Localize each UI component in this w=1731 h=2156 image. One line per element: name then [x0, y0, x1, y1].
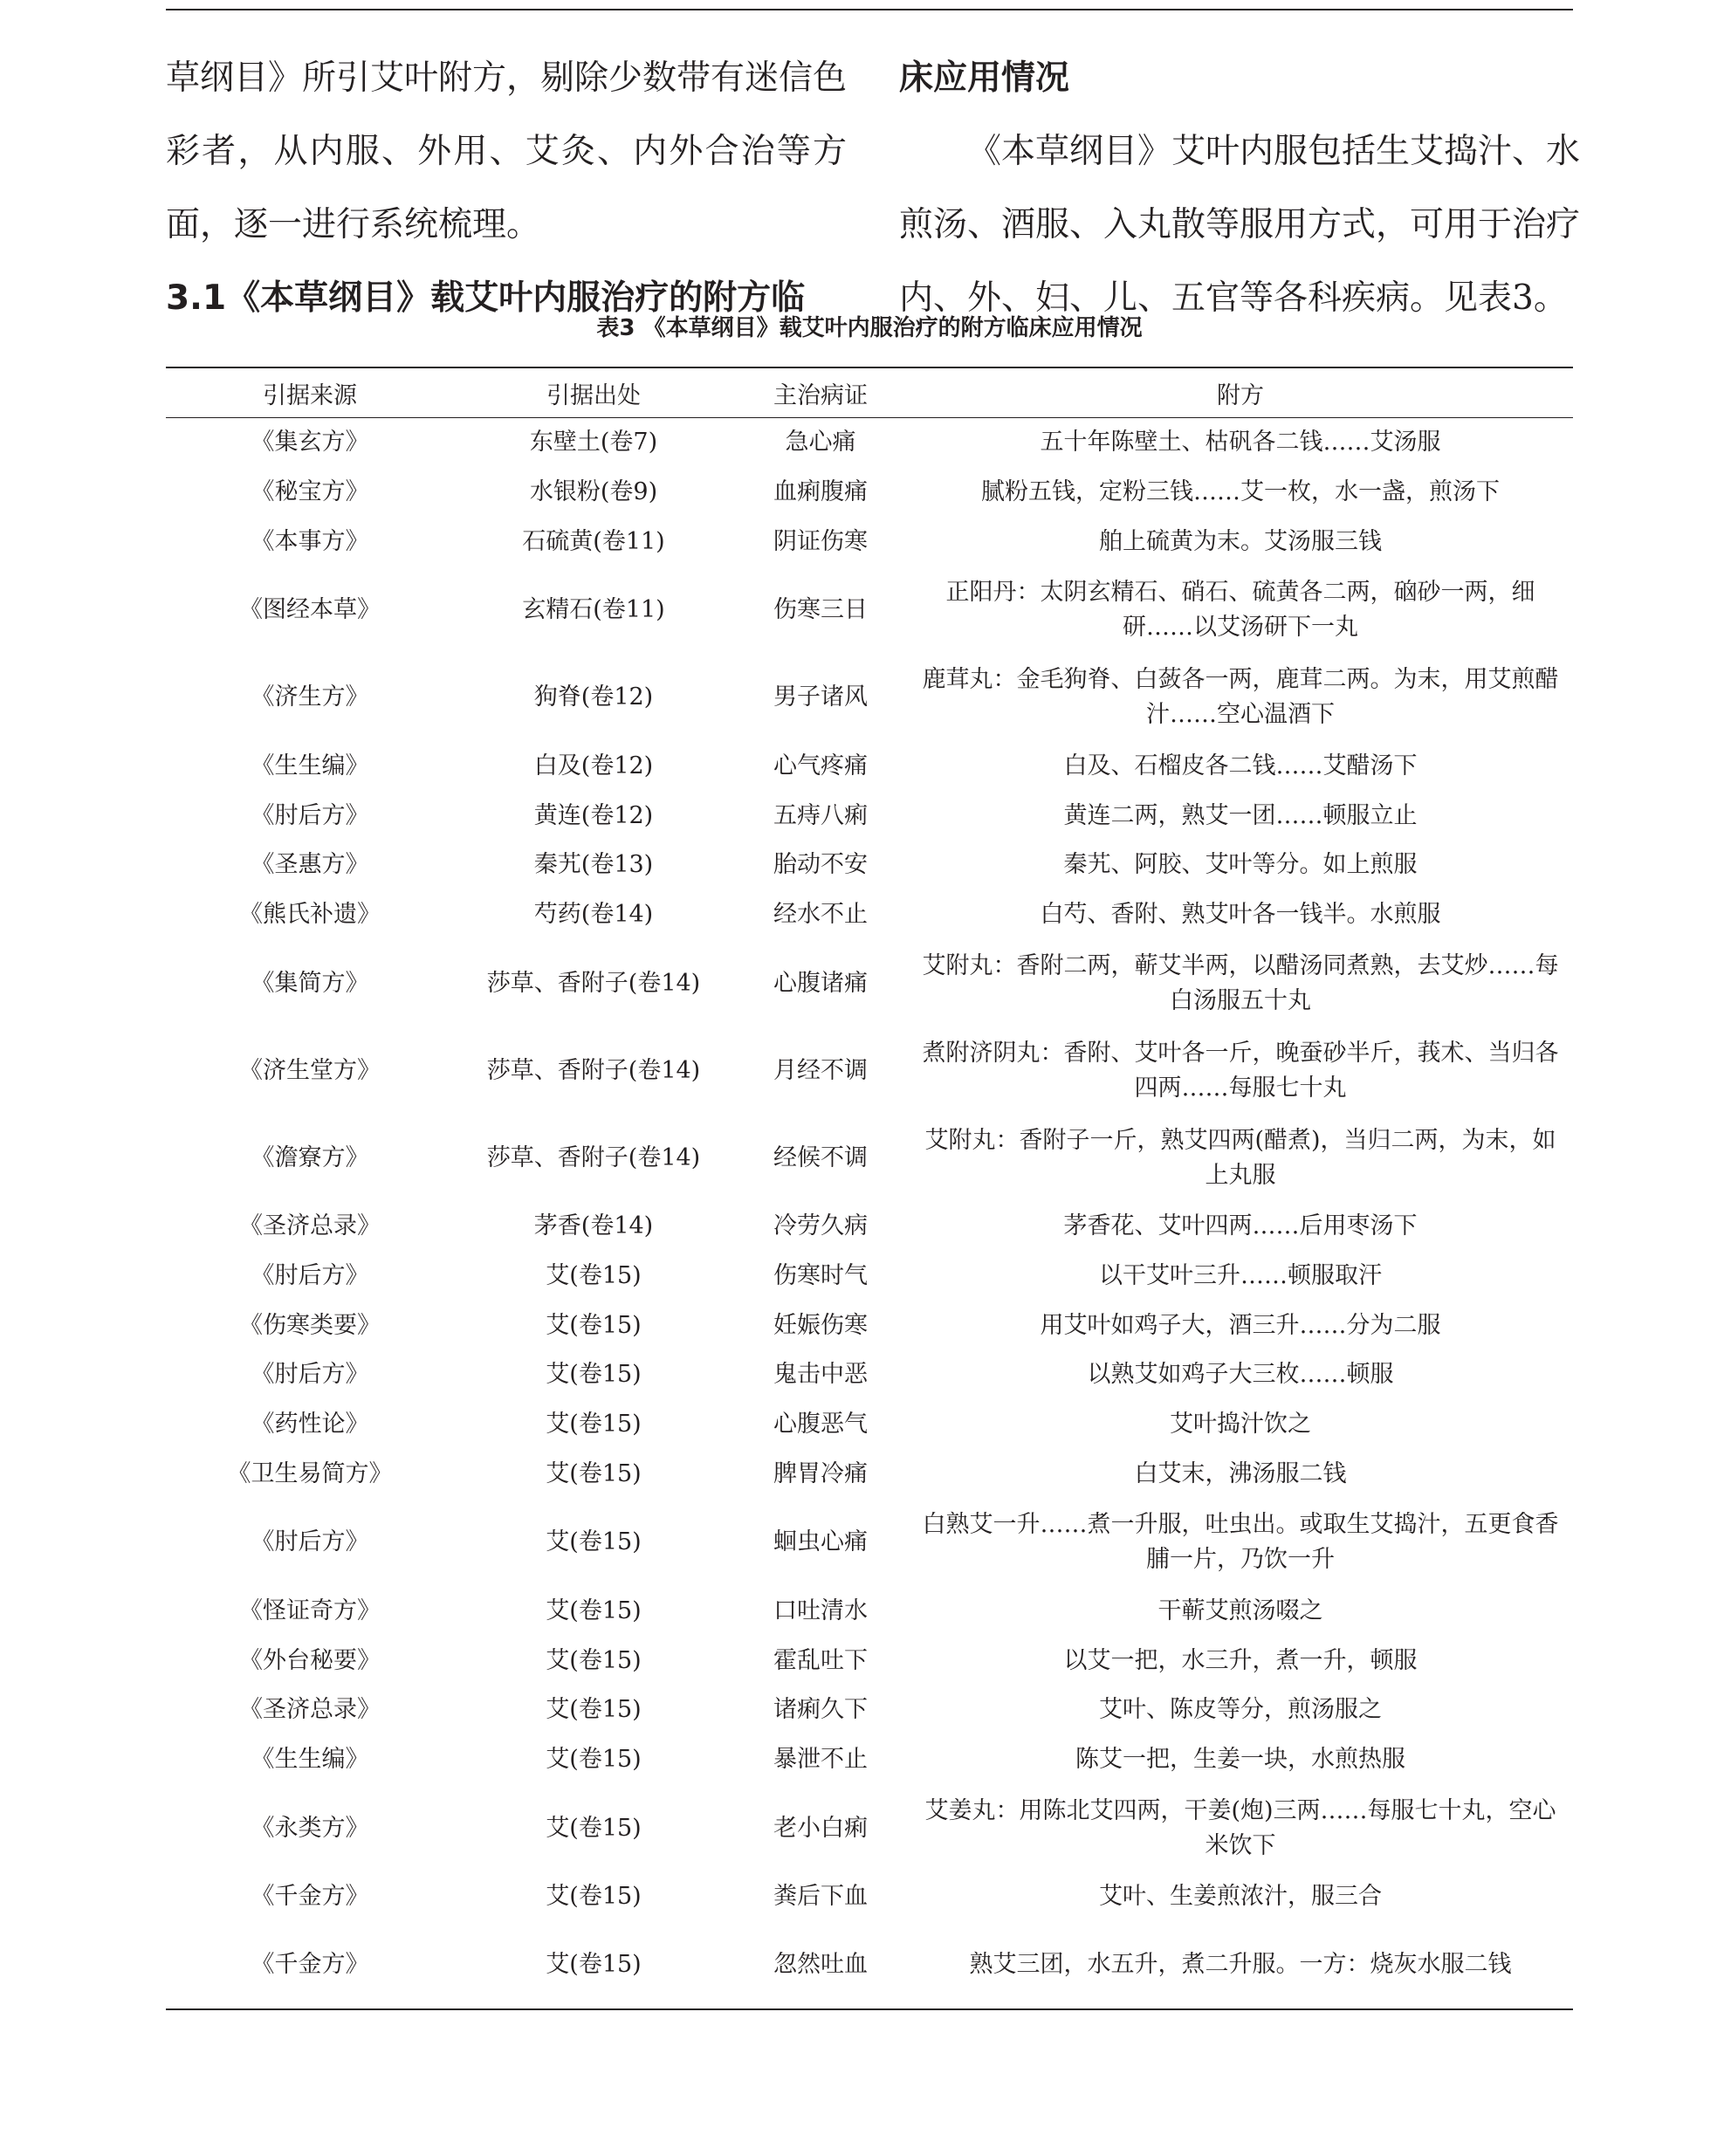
- origin-cell: 狗脊(卷12): [533, 683, 654, 711]
- origin-cell: 艾(卷15): [546, 1261, 642, 1289]
- indication-cell: 男子诸风: [773, 683, 868, 711]
- origin-cell: 东壁土(卷7): [529, 429, 658, 457]
- origin-cell: 莎草、香附子(卷14): [486, 1056, 701, 1084]
- left-paragraph: 草纲目》所引艾叶附方，剔除少数带有迷信色彩者，从内服、外用、艾灸、内外合治等方面，逐一进行系统梳理。: [166, 58, 848, 244]
- header-source: 引据来源: [166, 367, 454, 418]
- origin-cell: 艾(卷15): [454, 1921, 733, 2009]
- source-cell: 《本事方》: [251, 527, 369, 555]
- formula-cell: 干蕲艾煎汤啜之: [1157, 1596, 1323, 1624]
- origin-cell: 艾(卷15): [546, 1411, 642, 1438]
- source-cell: 《生生编》: [251, 752, 369, 779]
- source-cell: 《生生编》: [251, 1746, 369, 1774]
- formula-cell: 茅香花、艾叶四两……后用枣汤下: [1063, 1212, 1418, 1239]
- origin-cell: 茅香(卷14): [533, 1212, 654, 1239]
- origin-cell: 艾(卷15): [546, 1882, 642, 1910]
- top-rule: [166, 9, 1573, 10]
- source-cell: 《圣惠方》: [251, 851, 369, 879]
- left-column: [166, 42, 847, 335]
- source-cell: 《肘后方》: [251, 1361, 369, 1389]
- formula-cell: 正阳丹：太阴玄精石、硝石、硫黄各二两，硇砂一两，细研……以艾汤研下一丸: [945, 579, 1535, 642]
- source-cell: 《圣济总录》: [239, 1212, 381, 1239]
- formula-cell: 舶上硫黄为末。艾汤服三钱: [1099, 527, 1382, 555]
- origin-cell: 艾(卷15): [546, 1746, 642, 1774]
- formula-cell: 白熟艾一升……煮一升服，吐虫出。或取生艾捣汁，五更食香脯一片，乃饮一升: [922, 1511, 1559, 1574]
- formula-cell: 五十年陈壁土、枯矾各二钱……艾汤服: [1040, 429, 1441, 457]
- indication-cell: 霍乱吐下: [773, 1646, 868, 1674]
- table-row: [166, 1301, 1573, 1350]
- origin-cell: 石硫黄(卷11): [522, 527, 665, 555]
- source-cell: 《肘后方》: [251, 801, 369, 829]
- source-cell: 《永类方》: [251, 1814, 369, 1842]
- table-row: [166, 1785, 1573, 1872]
- table-row: [166, 1586, 1573, 1636]
- origin-cell: 艾(卷15): [546, 1696, 642, 1724]
- formula-cell: 以艾一把，水三升，煮一升，顿服: [1063, 1646, 1418, 1674]
- table-row: [166, 468, 1573, 518]
- table-caption: 表3 《本草纲目》载艾叶内服治疗的附方临床应用情况: [596, 315, 1143, 341]
- source-cell: 《伤寒类要》: [239, 1311, 381, 1339]
- indication-cell: 血痢腹痛: [773, 478, 868, 506]
- source-cell: 《济生堂方》: [239, 1056, 381, 1084]
- indication-cell: 急心痛: [785, 429, 856, 457]
- table-row: [166, 1872, 1573, 1922]
- indication-cell: 月经不调: [773, 1056, 868, 1084]
- formula-cell: 艾叶、生姜煎浓汁，服三合: [1099, 1882, 1382, 1910]
- table-row: [166, 566, 1573, 654]
- indication-cell: 鬼击中恶: [773, 1361, 868, 1389]
- source-cell: 《怪证奇方》: [239, 1596, 381, 1624]
- origin-cell: 艾(卷15): [546, 1596, 642, 1624]
- source-cell: 《图经本草》: [239, 596, 381, 624]
- origin-cell: 艾(卷15): [546, 1361, 642, 1389]
- origin-cell: 艾(卷15): [546, 1814, 642, 1842]
- right-column: [899, 42, 1580, 335]
- table-row: [166, 940, 1573, 1027]
- source-cell: 《肘后方》: [251, 1261, 369, 1289]
- source-cell: 《澹寮方》: [251, 1143, 369, 1171]
- right-paragraph: 《本草纲目》艾叶内服包括生艾捣汁、水煎汤、酒服、入丸散等服用方式，可用于治疗内、外、妇、儿、五官等各科疾病。见表3。: [899, 132, 1581, 318]
- indication-cell: 伤寒三日: [773, 596, 868, 624]
- formula-cell: 白艾末，沸汤服二钱: [1134, 1459, 1347, 1487]
- source-cell: 《集玄方》: [251, 429, 369, 457]
- indication-cell: 暴泄不止: [773, 1746, 868, 1774]
- formula-cell: 艾叶、陈皮等分，煎汤服之: [1099, 1696, 1382, 1724]
- header-formula: 附方: [908, 367, 1573, 418]
- formula-cell: 煮附济阴丸：香附、艾叶各一斤，晚蚕砂半斤，莪术、当归各四两……每服七十丸: [922, 1039, 1559, 1102]
- table-row: [166, 1735, 1573, 1785]
- origin-cell: 秦艽(卷13): [533, 851, 654, 879]
- indication-cell: 忽然吐血: [733, 1921, 908, 2009]
- formula-cell: 用艾叶如鸡子大，酒三升……分为二服: [1040, 1311, 1441, 1339]
- indication-cell: 口吐清水: [773, 1596, 868, 1624]
- indication-cell: 经候不调: [773, 1143, 868, 1171]
- indication-cell: 心腹诸痛: [773, 969, 868, 997]
- formula-cell: 以熟艾如鸡子大三枚……顿服: [1087, 1361, 1394, 1389]
- table-row: [166, 1499, 1573, 1586]
- section-heading-3-1: 3.1《本草纲目》载艾叶内服治疗的附方临: [166, 278, 806, 318]
- origin-cell: 莎草、香附子(卷14): [486, 969, 701, 997]
- formula-cell: 秦艽、阿胶、艾叶等分。如上煎服: [1063, 851, 1418, 879]
- table-row: [166, 1115, 1573, 1202]
- formula-cell: 鹿茸丸：金毛狗脊、白蔹各一两，鹿茸二两。为末，用艾煎醋汁……空心温酒下: [922, 666, 1559, 729]
- table-row: [166, 791, 1573, 841]
- formula-cell: 艾附丸：香附二两，蕲艾半两，以醋汤同煮熟，去艾炒……每白汤服五十丸: [922, 951, 1559, 1014]
- source-cell: 《集简方》: [251, 969, 369, 997]
- source-cell: 《肘后方》: [251, 1528, 369, 1556]
- indication-cell: 心腹恶气: [773, 1411, 868, 1438]
- origin-cell: 艾(卷15): [546, 1459, 642, 1487]
- origin-cell: 艾(卷15): [546, 1528, 642, 1556]
- indication-cell: 心气疼痛: [773, 752, 868, 779]
- formula-cell: 以干艾叶三升……顿服取汗: [1099, 1261, 1382, 1289]
- origin-cell: 艾(卷15): [546, 1646, 642, 1674]
- table-row: [166, 1686, 1573, 1735]
- table-body: [166, 418, 1573, 2010]
- formula-cell: 艾附丸：香附子一斤，熟艾四两(醋煮)，当归二两，为末，如上丸服: [924, 1126, 1556, 1189]
- indication-cell: 阴证伤寒: [773, 527, 868, 555]
- origin-cell: 芍药(卷14): [533, 901, 654, 929]
- table-row: [166, 418, 1573, 468]
- table-row: [166, 518, 1573, 567]
- formula-cell: 艾姜丸：用陈北艾四两，干姜(炮)三两……每服七十丸，空心米饮下: [924, 1796, 1556, 1859]
- formula-cell: 白芍、香附、熟艾叶各一钱半。水煎服: [1040, 901, 1441, 929]
- indication-cell: 冷劳久病: [773, 1212, 868, 1239]
- indication-cell: 经水不止: [773, 901, 868, 929]
- indication-cell: 蛔虫心痛: [773, 1528, 868, 1556]
- table-row: [166, 741, 1573, 791]
- indication-cell: 脾胃冷痛: [773, 1459, 868, 1487]
- indication-cell: 妊娠伤寒: [773, 1311, 868, 1339]
- source-cell: 《济生方》: [251, 683, 369, 711]
- origin-cell: 玄精石(卷11): [522, 596, 665, 624]
- section-heading-3-1-continued: 床应用情况: [899, 58, 1070, 98]
- source-cell: 《外台秘要》: [239, 1646, 381, 1674]
- table-row: [166, 1350, 1573, 1400]
- table-row: [166, 1450, 1573, 1500]
- header-indication: 主治病证: [733, 367, 908, 418]
- formula-cell: 熟艾三团，水五升，煮二升服。一方：烧灰水服二钱: [908, 1921, 1573, 2009]
- table-row: [166, 1400, 1573, 1450]
- table-row: [166, 1921, 1573, 2009]
- source-cell: 《药性论》: [251, 1411, 369, 1438]
- formula-table: [166, 367, 1573, 2010]
- table-row: [166, 1636, 1573, 1686]
- origin-cell: 艾(卷15): [546, 1311, 642, 1339]
- source-cell: 《卫生易简方》: [227, 1459, 393, 1487]
- indication-cell: 粪后下血: [773, 1882, 868, 1910]
- indication-cell: 老小白痢: [773, 1814, 868, 1842]
- formula-cell: 陈艾一把，生姜一块，水煎热服: [1075, 1746, 1405, 1774]
- header-origin: 引据出处: [454, 367, 733, 418]
- origin-cell: 莎草、香附子(卷14): [486, 1143, 701, 1171]
- origin-cell: 白及(卷12): [533, 752, 654, 779]
- source-cell: 《熊氏补遗》: [239, 901, 381, 929]
- formula-cell: 黄连二两，熟艾一团……顿服立止: [1063, 801, 1418, 829]
- indication-cell: 五痔八痢: [773, 801, 868, 829]
- indication-cell: 伤寒时气: [773, 1261, 868, 1289]
- source-cell: 《圣济总录》: [239, 1696, 381, 1724]
- table-row: [166, 841, 1573, 890]
- indication-cell: 胎动不安: [773, 851, 868, 879]
- source-cell: 《千金方》: [251, 1882, 369, 1910]
- formula-cell: 腻粉五钱，定粉三钱……艾一枚，水一盏，煎汤下: [981, 478, 1500, 506]
- table-row: [166, 1251, 1573, 1301]
- formula-cell: 艾叶捣汁饮之: [1170, 1411, 1311, 1438]
- table-header-row: [166, 367, 1573, 418]
- table-row: [166, 654, 1573, 741]
- table-row: [166, 1027, 1573, 1115]
- origin-cell: 黄连(卷12): [533, 801, 654, 829]
- source-cell: 《千金方》: [166, 1921, 454, 2009]
- indication-cell: 诸痢久下: [773, 1696, 868, 1724]
- formula-cell: 白及、石榴皮各二钱……艾醋汤下: [1063, 752, 1418, 779]
- table-row: [166, 890, 1573, 940]
- origin-cell: 水银粉(卷9): [529, 478, 658, 506]
- source-cell: 《秘宝方》: [251, 478, 369, 506]
- table-row: [166, 1202, 1573, 1252]
